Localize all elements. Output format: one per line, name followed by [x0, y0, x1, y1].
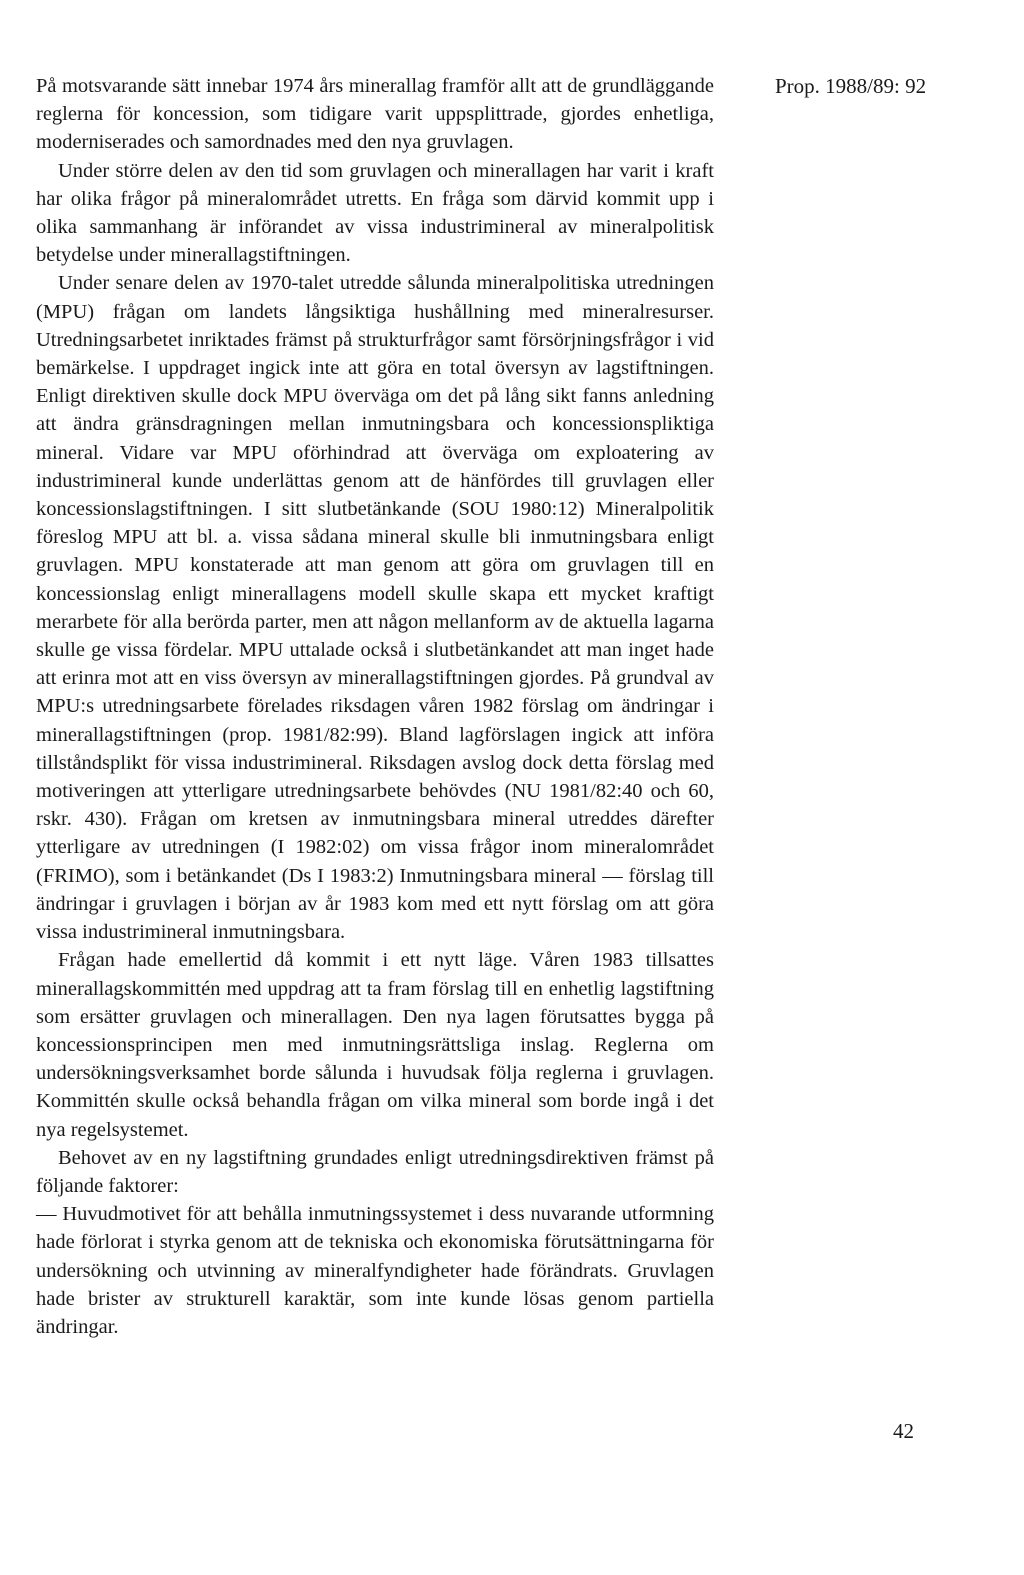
paragraph-5: Behovet av en ny lagstiftning grundades enligt utredningsdirektiven främst på följande faktorer: — [36, 1146, 714, 1197]
paragraph-3: Under senare delen av 1970-talet utredde sålunda mineralpolitiska utredningen (MPU) frågan om landets långsiktiga hushållning med mineralresurser. Utredningsarbetet inriktades främst på strukturfrågor samt försörjningsfrågor i vid bemärkelse. I uppdraget ingick inte att göra en total översyn av lagstiftningen. Enligt direktiven skulle dock MPU överväga om det på lång sikt fanns anledning att ändra gränsdragningen mellan inmutningsbara och koncessionspliktiga mineral. Vidare var MPU oförhindrad att överväga om exploatering av industrimineral kunde underlättas genom att de hänfördes till gruvlagen eller koncessionslagstiftningen. I sitt slutbetänkande (SOU 1980:12) Mineralpolitik föreslog MPU att bl. a. vissa sådana mineral skulle bli inmutningsbara enligt gruvlagen. MPU konstaterade att man genom att göra om gruvlagen till en koncessionslag enligt minerallagens modell skulle skapa ett mycket kraftigt merarbete för alla berörda parter, men att någon mellanform av de aktuella lagarna skulle ge vissa fördelar. MPU uttalade också i slutbetänkandet att man inget hade att erinra mot att en viss översyn av minerallagstiftningen gjordes. På grundval av MPU:s utredningsarbete förelades riksdagen våren 1982 förslag om ändringar i minerallagstiftningen (prop. 1981/82:99). Bland lagförslagen ingick att införa tillståndsplikt för vissa industrimineral. Riksdagen avslog dock detta förslag med motiveringen att ytterligare utredningsarbete behövdes (NU 1981/82:40 och 60, rskr. 430). Frågan om kretsen av inmutningsbara mineral utreddes därefter ytterligare av utredningen (I 1982:02) om vissa frågor inom mineralområdet (FRIMO), som i betänkandet (Ds I 1983:2) Inmutningsbara mineral — förslag till ändringar i gruvlagen i början av år 1983 kom med ett nytt förslag om att göra vissa industrimineral inmutningsbara. — [36, 272, 714, 944]
paragraph-2: Under större delen av den tid som gruvlagen och minerallagen har varit i kraft har olika frågor på mineralområdet utretts. En fråga som därvid kommit upp i olika sammanhang är införandet av vissa industrimineral av mineralpolitisk betydelse under minerallagstiftningen. — [36, 159, 714, 267]
list-item-1: — Huvudmotivet för att behålla inmutningssystemet i dess nuvarande utformning hade förlorat i styrka genom att de tekniska och ekonomiska förutsättningarna för undersökning och utvinning av mineralfyndigheter hade förändrats. Gruvlagen hade brister av strukturell karaktär, som inte kunde lösas genom partiella ändringar. — [36, 1203, 714, 1338]
page-number: 42 — [893, 1419, 914, 1443]
paragraph-1: På motsvarande sätt innebar 1974 års minerallag framför allt att de grundläggande reglerna för koncession, som tidigare varit uppsplittrade, gjordes enhetliga, moderniserades och samordnades med den nya gruvlagen. — [36, 75, 714, 154]
body-text — [36, 72, 714, 1341]
proposition-reference: Prop. 1988/89: 92 — [775, 74, 927, 98]
paragraph-4: Frågan hade emellertid då kommit i ett nytt läge. Våren 1983 tillsattes minerallagskommittén med uppdrag att ta fram förslag till en enhetlig lagstiftning som ersätter gruvlagen och minerallagen. Den nya lagen förutsattes bygga på koncessionsprincipen men med inmutningsrättsliga inslag. Reglerna om undersökningsverksamhet borde sålunda i huvudsak följa reglerna i gruvlagen. Kommittén skulle också behandla frågan om vilka mineral som borde ingå i det nya regelsystemet. — [36, 949, 714, 1141]
